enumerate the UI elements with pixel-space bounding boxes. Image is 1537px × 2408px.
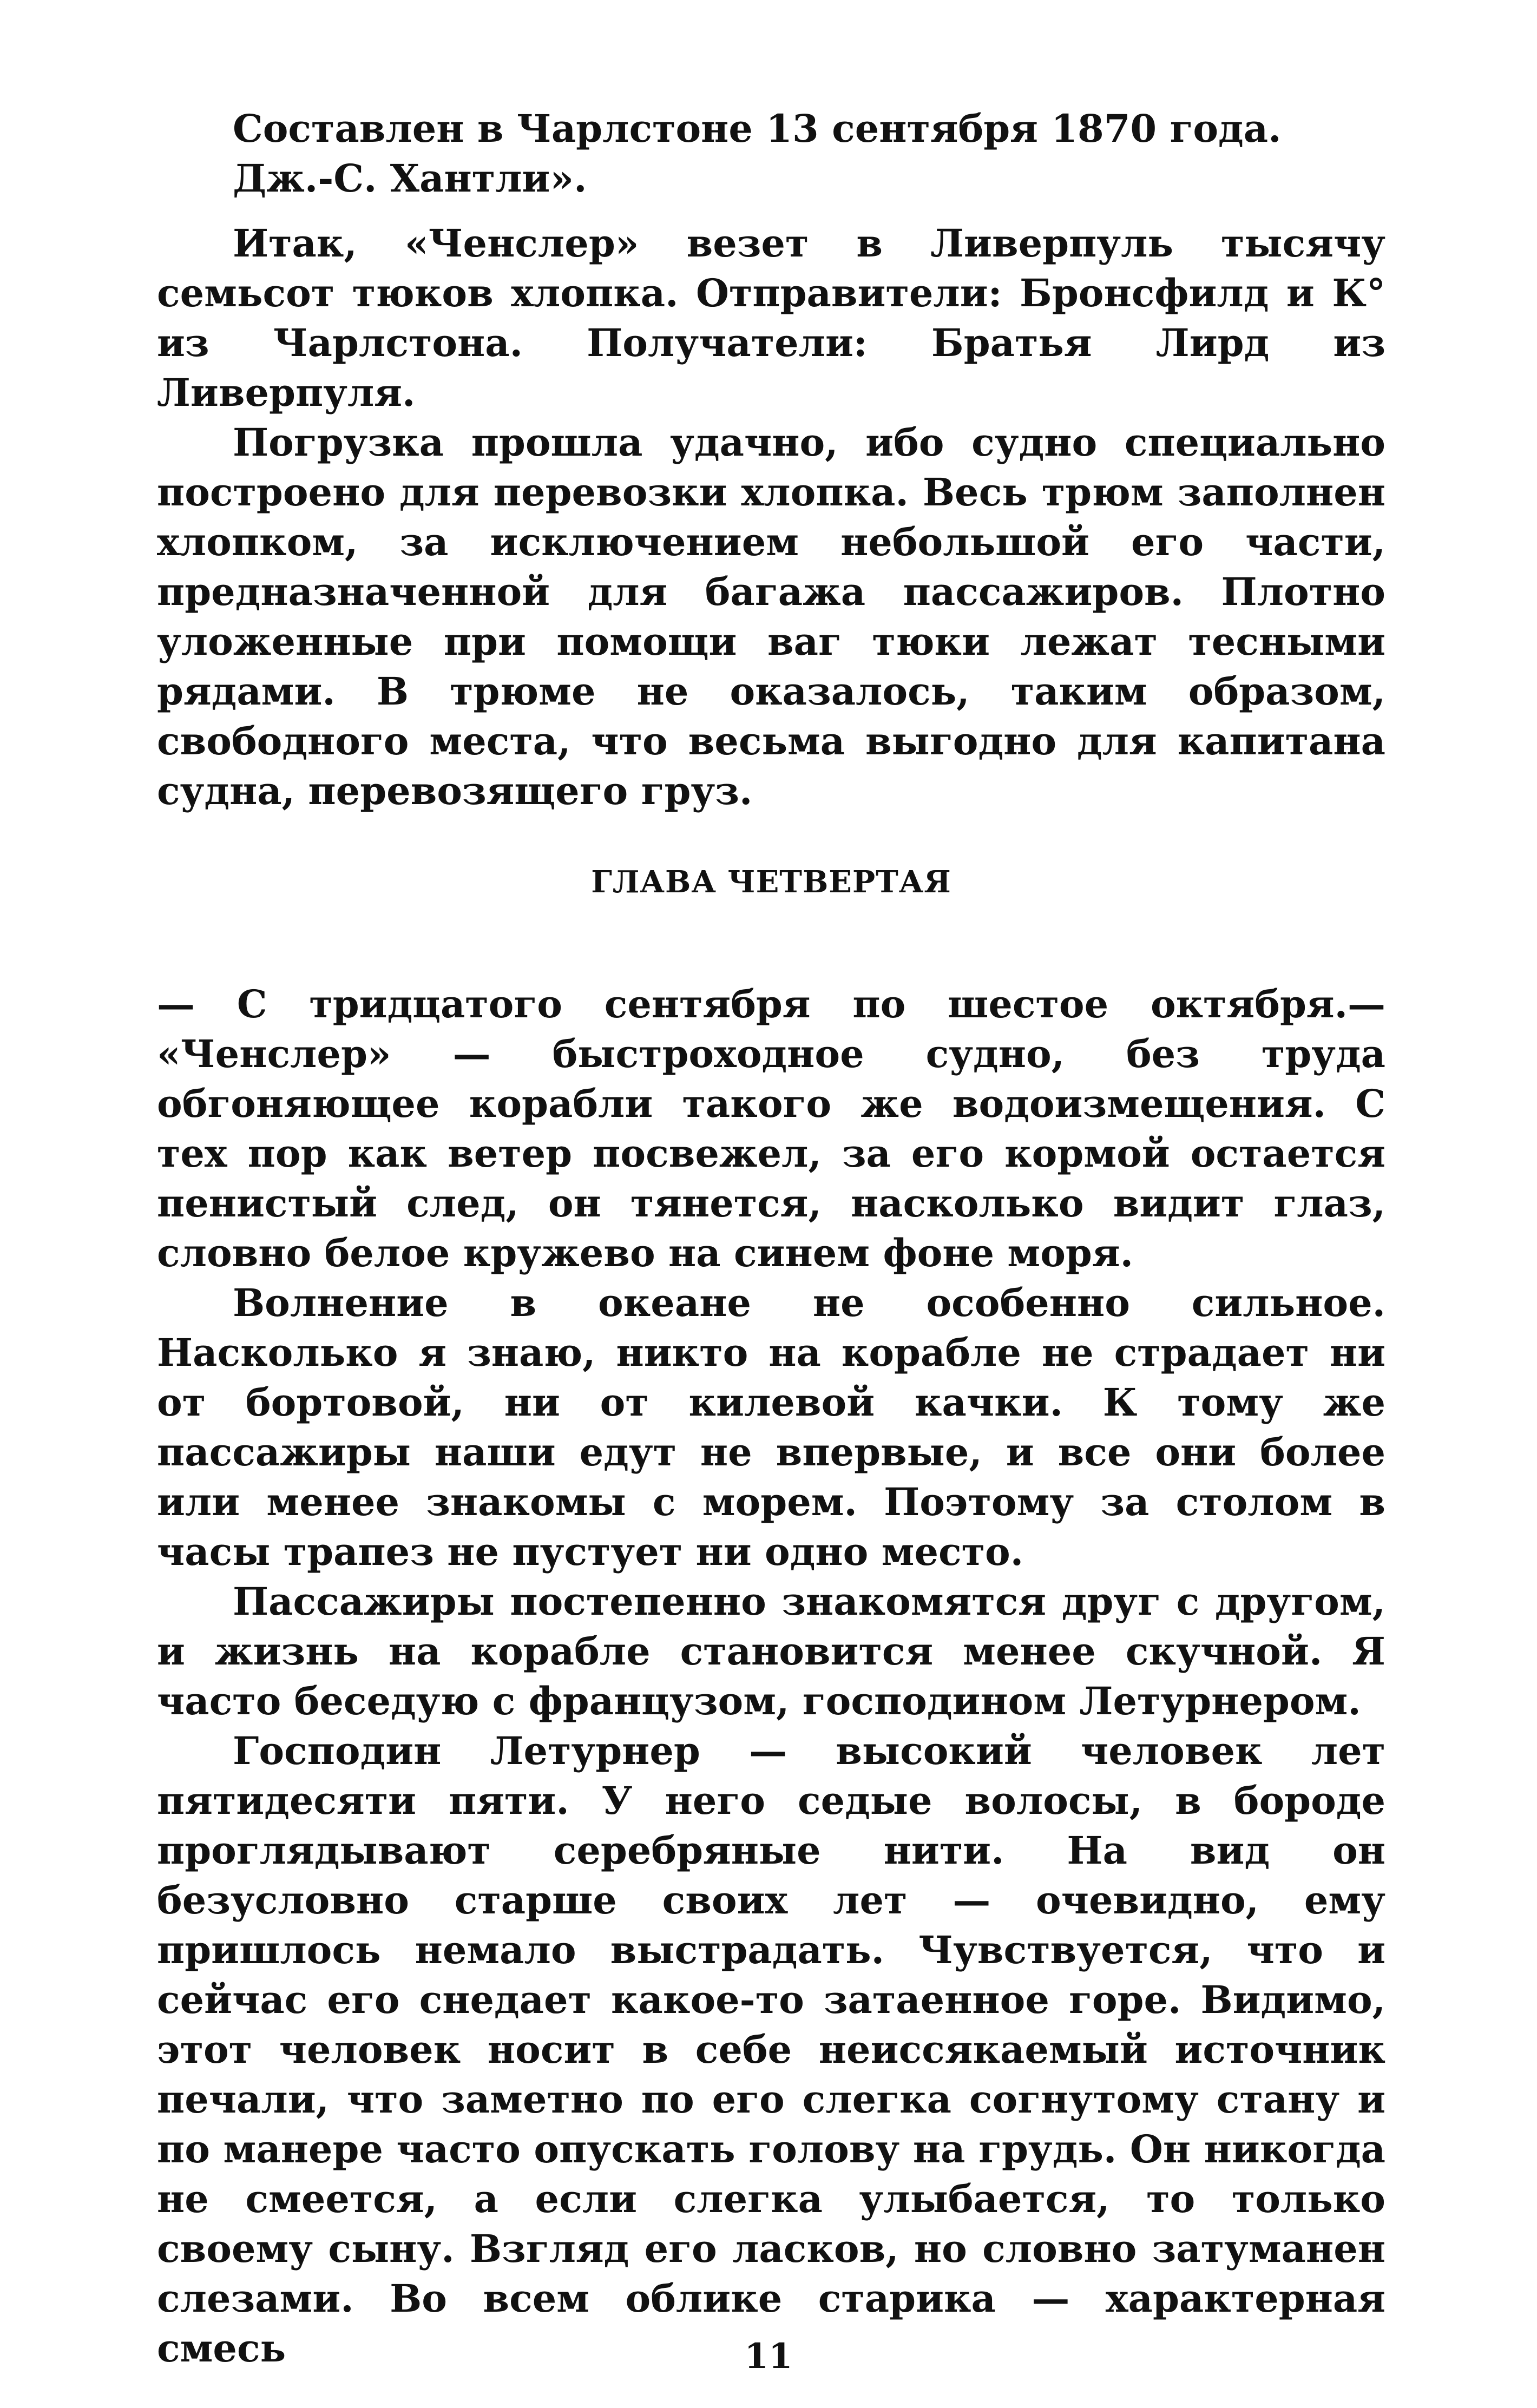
paragraph-loading: Погрузка прошла удачно, ибо судно специально построено для перевозки хлопка. Весь трюм заполнен хлопком, за исключением небольшой его части, предназначенной для багажа пассажиров. Плотно уложенные при помощи ваг тюки лежат тесными рядами. В трюме не оказалось, таким образом, свободного места, что весьма выгодно для капитана судна, перевозящего груз. [157,420,1385,813]
section-one-text [157,104,1385,816]
paragraph-sea-conditions: Волнение в океане не особенно сильное. Насколько я знаю, никто на корабле не страдает ни от бортовой, ни от килевой качки. К тому же пассажиры наши едут не впервые, и все они более или менее знакомы с морем. Поэтому за столом в часы трапез не пустует ни одно место. [157,1280,1385,1574]
paragraph-letourneur: Господин Летурнер — высокий человек лет пятидесяти пяти. У него седые волосы, в бороде проглядывают серебряные нити. На вид он безусловно старше своих лет — очевидно, ему пришлось немало выстрадать. Чувствуется, что и сейчас его снедает какое-то затаенное горе. Видимо, этот человек носит в себе неиссякаемый источник печали, что заметно по его слегка согнутому стану и по манере часто опускать голову на грудь. Он никогда не смеется, а если слегка улыбается, то только своему сыну. Взгляд его ласков, но словно затуманен слезами. Во всем облике старика — характерная смесь [157,1728,1385,2371]
paragraph-shipment: Итак, «Ченслер» везет в Ливерпуль тысячу семьсот тюков хлопка. Отправители: Бронсфилд и К° из Чарлстона. Получатели: Братья Лирд из Ливерпуля. [157,221,1385,415]
paragraph-passengers: Пассажиры постепенно знакомятся друг с другом, и жизнь на корабле становится менее скучной. Я часто беседую с французом, господином Летурнером. [157,1579,1385,1723]
chapter-title: ГЛАВА ЧЕТВЕРТАЯ [591,864,951,900]
page-number: 11 [744,2336,793,2377]
composed-line: Составлен в Чарлстоне 13 сентября 1870 года. [233,106,1282,151]
chapter-four-text [157,979,1385,2373]
signature: Дж.-С. Хантли». [233,156,587,201]
paragraph-chapter-opening: — С тридцатого сентября по шестое октября.— «Ченслер» — быстроходное судно, без труда обгоняющее корабли такого же водоизмещения. С тех пор как ветер посвежел, за его кормой остается пенистый след, он тянется, насколько видит глаз, словно белое кружево на синем фоне моря. [157,982,1385,1275]
